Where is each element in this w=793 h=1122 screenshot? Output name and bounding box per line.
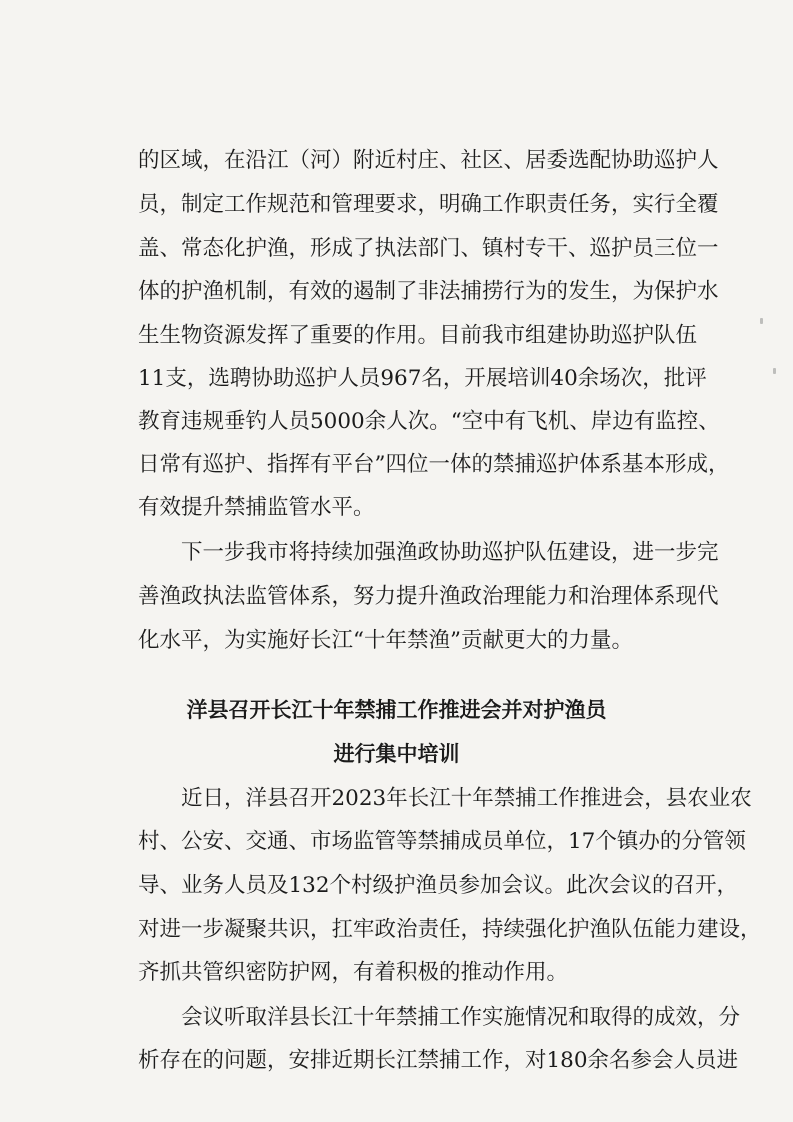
text-line: 11支，选聘协助巡护人员967名，开展培训40余场次，批评: [138, 366, 707, 391]
text-line: 导、业务人员及132个村级护渔员参加会议。此次会议的召开，: [138, 873, 739, 898]
text-line: 析存在的问题，安排近期长江禁捕工作，对180余名参会人员进: [138, 1048, 739, 1073]
text-line: 员，制定工作规范和管理要求，明确工作职责任务，实行全覆: [138, 192, 719, 217]
article-heading-line-1: 洋县召开长江十年禁捕工作推进会并对护渔员: [186, 698, 607, 722]
text-line: 会议听取洋县长江十年禁捕工作实施情况和取得的成效，分: [181, 1005, 741, 1030]
text-line: 化水平，为实施好长江“十年禁渔”贡献更大的力量。: [138, 628, 633, 653]
text-line: 下一步我市将持续加强渔政协助巡护队伍建设，进一步完: [181, 540, 719, 565]
article-heading-line-2: 进行集中培训: [333, 742, 460, 766]
text-line: 齐抓共管织密防护网，有着积极的推动作用。: [138, 960, 569, 985]
text-line: 善渔政执法监管体系，努力提升渔政治理能力和治理体系现代: [138, 584, 719, 609]
text-line: 有效提升禁捕监管水平。: [138, 495, 375, 520]
text-line: 对进一步凝聚共识，扛牢政治责任，持续强化护渔队伍能力建设，: [138, 917, 762, 942]
text-line: 日常有巡护、指挥有平台”四位一体的禁捕巡护体系基本形成，: [138, 452, 730, 477]
scan-speck: [760, 318, 763, 324]
text-line: 生生物资源发挥了重要的作用。目前我市组建协助巡护队伍: [138, 323, 698, 348]
text-line: 近日，洋县召开2023年长江十年禁捕工作推进会，县农业农: [181, 786, 752, 811]
text-line: 盖、常态化护渔，形成了执法部门、镇村专干、巡护员三位一: [138, 236, 719, 261]
scan-speck: [773, 368, 776, 374]
text-line: 教育违规垂钓人员5000余人次。“空中有飞机、岸边有监控、: [138, 409, 720, 434]
text-line: 的区域，在沿江（河）附近村庄、社区、居委选配协助巡护人: [138, 148, 719, 173]
text-line: 村、公安、交通、市场监管等禁捕成员单位，17个镇办的分管领: [138, 829, 746, 854]
text-line: 体的护渔机制，有效的遏制了非法捕捞行为的发生，为保护水: [138, 279, 719, 304]
